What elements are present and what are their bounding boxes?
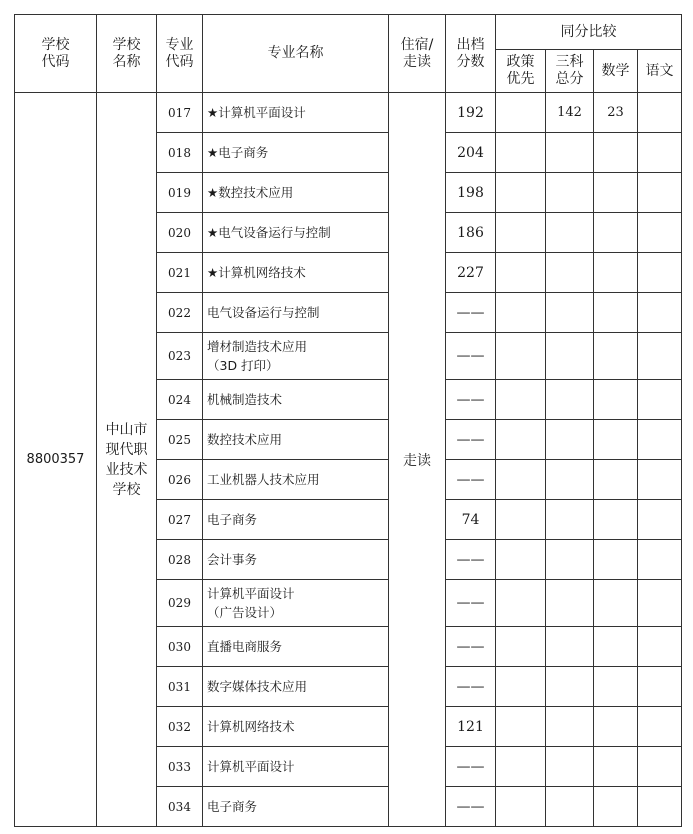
policy-priority — [496, 173, 546, 213]
major-name: 增材制造技术应用 （3D 打印） — [203, 333, 389, 380]
admission-score: —— — [446, 540, 496, 580]
school-name: 中山市 现代职 业技术 学校 — [97, 93, 157, 827]
three-subject-total — [546, 420, 594, 460]
major-code: 032 — [157, 707, 203, 747]
header-score: 出档 分数 — [446, 15, 496, 93]
three-subject-total — [546, 213, 594, 253]
admission-score: 227 — [446, 253, 496, 293]
three-subject-total: 142 — [546, 93, 594, 133]
policy-priority — [496, 747, 546, 787]
policy-priority — [496, 420, 546, 460]
policy-priority — [496, 253, 546, 293]
admission-score: 186 — [446, 213, 496, 253]
math-score — [594, 333, 638, 380]
major-code: 022 — [157, 293, 203, 333]
math-score — [594, 667, 638, 707]
major-code: 019 — [157, 173, 203, 213]
table-row — [15, 93, 682, 133]
chinese-score — [638, 133, 682, 173]
three-subject-total — [546, 707, 594, 747]
major-code: 029 — [157, 580, 203, 627]
chinese-score — [638, 253, 682, 293]
major-code: 021 — [157, 253, 203, 293]
math-score — [594, 500, 638, 540]
policy-priority — [496, 213, 546, 253]
major-name: 电子商务 — [203, 787, 389, 827]
math-score — [594, 420, 638, 460]
three-subject-total — [546, 667, 594, 707]
admission-score: —— — [446, 627, 496, 667]
three-subject-total — [546, 253, 594, 293]
policy-priority — [496, 333, 546, 380]
major-code: 030 — [157, 627, 203, 667]
three-subject-total — [546, 333, 594, 380]
major-name: ★电子商务 — [203, 133, 389, 173]
major-code: 026 — [157, 460, 203, 500]
admission-score: —— — [446, 293, 496, 333]
admission-score: 204 — [446, 133, 496, 173]
three-subject-total — [546, 460, 594, 500]
policy-priority — [496, 133, 546, 173]
header-major-name: 专业名称 — [203, 15, 389, 93]
chinese-score — [638, 707, 682, 747]
major-code: 023 — [157, 333, 203, 380]
chinese-score — [638, 380, 682, 420]
header-math: 数学 — [594, 50, 638, 93]
major-name: 数字媒体技术应用 — [203, 667, 389, 707]
chinese-score — [638, 500, 682, 540]
admission-score: —— — [446, 420, 496, 460]
admission-score: 192 — [446, 93, 496, 133]
major-name: 工业机器人技术应用 — [203, 460, 389, 500]
math-score — [594, 580, 638, 627]
math-score: 23 — [594, 93, 638, 133]
major-code: 017 — [157, 93, 203, 133]
major-code: 034 — [157, 787, 203, 827]
chinese-score — [638, 173, 682, 213]
major-name: ★计算机网络技术 — [203, 253, 389, 293]
boarding-type: 走读 — [389, 93, 446, 827]
three-subject-total — [546, 500, 594, 540]
admission-score: —— — [446, 747, 496, 787]
admission-score: —— — [446, 580, 496, 627]
major-code: 031 — [157, 667, 203, 707]
math-score — [594, 460, 638, 500]
major-code: 018 — [157, 133, 203, 173]
chinese-score — [638, 460, 682, 500]
major-name: 计算机网络技术 — [203, 707, 389, 747]
admission-score: —— — [446, 333, 496, 380]
math-score — [594, 787, 638, 827]
admission-score-table — [14, 14, 682, 827]
three-subject-total — [546, 747, 594, 787]
math-score — [594, 627, 638, 667]
admission-score: 74 — [446, 500, 496, 540]
chinese-score — [638, 420, 682, 460]
major-name: ★数控技术应用 — [203, 173, 389, 213]
header-school-code: 学校 代码 — [15, 15, 97, 93]
three-subject-total — [546, 380, 594, 420]
header-boarding: 住宿/ 走读 — [389, 15, 446, 93]
math-score — [594, 133, 638, 173]
math-score — [594, 173, 638, 213]
math-score — [594, 540, 638, 580]
admission-score: —— — [446, 667, 496, 707]
major-name: ★电气设备运行与控制 — [203, 213, 389, 253]
major-code: 024 — [157, 380, 203, 420]
three-subject-total — [546, 540, 594, 580]
major-name: 电气设备运行与控制 — [203, 293, 389, 333]
header-school-name: 学校 名称 — [97, 15, 157, 93]
math-score — [594, 380, 638, 420]
major-name: ★计算机平面设计 — [203, 93, 389, 133]
major-name: 会计事务 — [203, 540, 389, 580]
header-policy-priority: 政策 优先 — [496, 50, 546, 93]
chinese-score — [638, 747, 682, 787]
major-code: 028 — [157, 540, 203, 580]
chinese-score — [638, 627, 682, 667]
policy-priority — [496, 627, 546, 667]
chinese-score — [638, 213, 682, 253]
admission-score: —— — [446, 460, 496, 500]
major-name: 直播电商服务 — [203, 627, 389, 667]
major-name: 数控技术应用 — [203, 420, 389, 460]
major-code: 033 — [157, 747, 203, 787]
three-subject-total — [546, 580, 594, 627]
chinese-score — [638, 540, 682, 580]
chinese-score — [638, 333, 682, 380]
major-code: 020 — [157, 213, 203, 253]
policy-priority — [496, 460, 546, 500]
three-subject-total — [546, 787, 594, 827]
policy-priority — [496, 707, 546, 747]
policy-priority — [496, 380, 546, 420]
policy-priority — [496, 667, 546, 707]
header-major-code: 专业 代码 — [157, 15, 203, 93]
math-score — [594, 213, 638, 253]
header-three-subject-total: 三科 总分 — [546, 50, 594, 93]
policy-priority — [496, 540, 546, 580]
policy-priority — [496, 580, 546, 627]
header-chinese: 语文 — [638, 50, 682, 93]
chinese-score — [638, 667, 682, 707]
math-score — [594, 707, 638, 747]
chinese-score — [638, 293, 682, 333]
admission-score: 198 — [446, 173, 496, 213]
major-code: 027 — [157, 500, 203, 540]
major-code: 025 — [157, 420, 203, 460]
chinese-score — [638, 787, 682, 827]
major-name: 计算机平面设计 — [203, 747, 389, 787]
three-subject-total — [546, 293, 594, 333]
policy-priority — [496, 93, 546, 133]
policy-priority — [496, 500, 546, 540]
three-subject-total — [546, 627, 594, 667]
school-code: 8800357 — [15, 93, 97, 827]
three-subject-total — [546, 133, 594, 173]
admission-score: 121 — [446, 707, 496, 747]
admission-score: —— — [446, 380, 496, 420]
math-score — [594, 293, 638, 333]
math-score — [594, 253, 638, 293]
three-subject-total — [546, 173, 594, 213]
policy-priority — [496, 293, 546, 333]
major-name: 机械制造技术 — [203, 380, 389, 420]
admission-score: —— — [446, 787, 496, 827]
header-same-score-compare: 同分比较 — [496, 15, 682, 50]
math-score — [594, 747, 638, 787]
major-name: 电子商务 — [203, 500, 389, 540]
chinese-score — [638, 580, 682, 627]
table-body — [15, 93, 682, 827]
policy-priority — [496, 787, 546, 827]
chinese-score — [638, 93, 682, 133]
major-name: 计算机平面设计 （广告设计） — [203, 580, 389, 627]
